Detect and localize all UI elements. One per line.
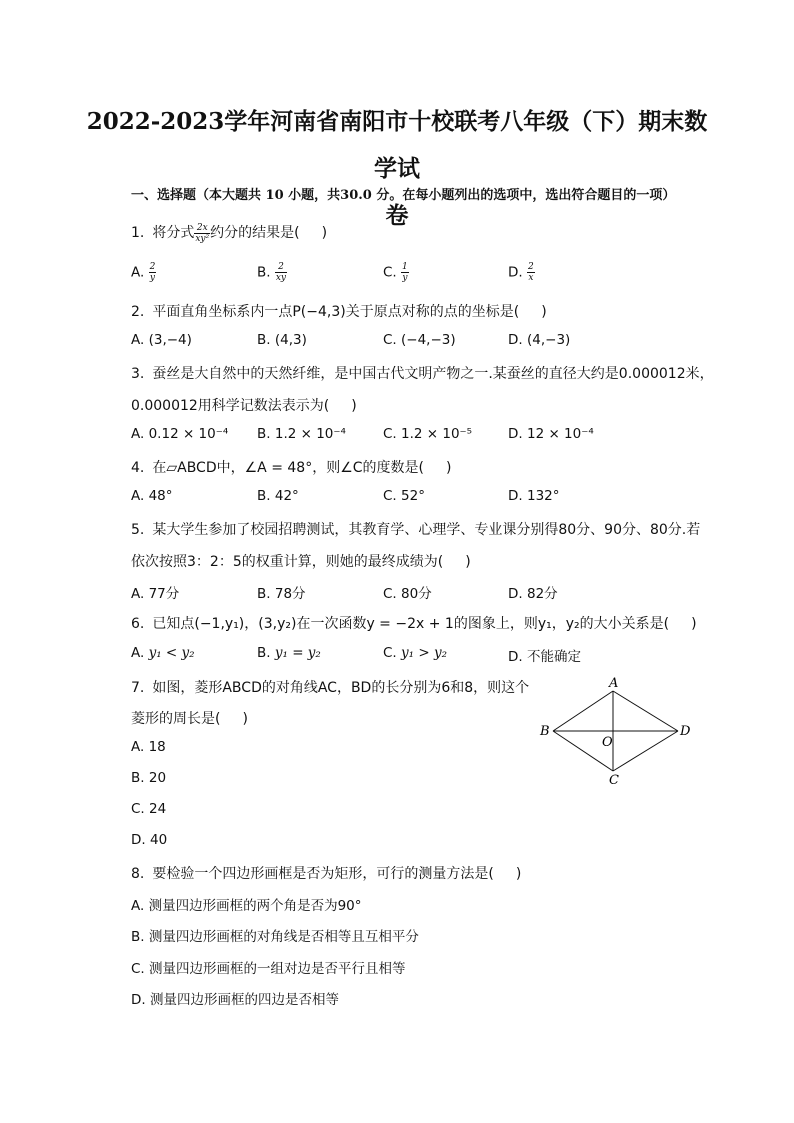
- option-3c[interactable]: C. 1.2 × 10⁻⁵: [383, 426, 473, 442]
- side-ab: [553, 691, 613, 731]
- question-8: 8. 要检验一个四边形画框是否为矩形，可行的测量方法是( ): [131, 866, 522, 882]
- question-3: 3. 蚕丝是大自然中的天然纤维，是中国古代文明产物之一.某蚕丝的直径大约是0.000012米，: [131, 366, 714, 382]
- label-a: A: [609, 676, 619, 691]
- question-7-cont: 菱形的周长是( ): [131, 711, 248, 727]
- option-8b[interactable]: B. 测量四边形画框的对角线是否相等且互相平分: [131, 929, 419, 945]
- option-8d[interactable]: D. 测量四边形画框的四边是否相等: [131, 992, 339, 1008]
- side-ad: [613, 691, 678, 731]
- label-o: O: [602, 735, 613, 750]
- question-5-cont: 依次按照3：2：5的权重计算，则她的最终成绩为( ): [131, 554, 471, 570]
- label-d: D: [680, 724, 691, 739]
- question-1: 1. 将分式 $\frac{2x}{\text{xy²}}$ 约分的结果是( ): [131, 222, 328, 244]
- option-6c[interactable]: C. y₁ > y₂: [383, 645, 447, 661]
- question-5: 5. 某大学生参加了校园招聘测试，其教育学、心理学、专业课分别得80分、90分、80分.若: [131, 522, 701, 538]
- option-1d[interactable]: D. $\frac{2}{x}$: [508, 262, 534, 283]
- option-1b[interactable]: B. $\frac{2}{xy}$: [257, 262, 287, 283]
- option-4c[interactable]: C. 52°: [383, 488, 425, 504]
- option-7b[interactable]: B. 20: [131, 770, 167, 786]
- option-4a[interactable]: A. 48°: [131, 488, 173, 504]
- question-7: 7. 如图，菱形ABCD的对角线AC，BD的长分别为6和8，则这个: [131, 680, 530, 696]
- question-3-cont: 0.000012用科学记数法表示为( ): [131, 398, 357, 414]
- side-cd: [613, 731, 678, 771]
- option-3b[interactable]: B. 1.2 × 10⁻⁴: [257, 426, 346, 442]
- option-1a[interactable]: A. $\frac{2}{y}$: [131, 262, 156, 283]
- question-6: 6. 已知点(−1,y₁)，(3,y₂)在一次函数y = −2x + 1的图象上，则y₁，y₂的大小关系是( ): [131, 616, 697, 632]
- question-text-end: 约分的结果是(: [210, 225, 300, 241]
- option-2c[interactable]: C. (−4,−3): [383, 332, 456, 348]
- option-3d[interactable]: D. 12 × 10⁻⁴: [508, 426, 594, 442]
- option-2b[interactable]: B. (4,3): [257, 332, 307, 348]
- question-4: 4. 在▱ABCD中，∠A = 48°，则∠C的度数是( ): [131, 460, 452, 476]
- option-5a[interactable]: A. 77分: [131, 586, 180, 602]
- exam-title: [80, 98, 714, 239]
- option-6d[interactable]: D. 不能确定: [508, 649, 581, 665]
- option-7d[interactable]: D. 40: [131, 832, 168, 848]
- option-8c[interactable]: C. 测量四边形画框的一组对边是否平行且相等: [131, 961, 406, 977]
- title-line-1: 2022-2023学年河南省南阳市十校联考八年级（下）期末数学试: [86, 108, 708, 182]
- option-1c[interactable]: C. $\frac{1}{y}$: [383, 262, 408, 283]
- option-8a[interactable]: A. 测量四边形画框的两个角是否为90°: [131, 898, 362, 914]
- option-7c[interactable]: C. 24: [131, 801, 167, 817]
- section-heading: 一、选择题（本大题共 10 小题，共30.0 分。在每小题列出的选项中，选出符合题目的一项）: [131, 188, 676, 203]
- option-4d[interactable]: D. 132°: [508, 488, 560, 504]
- option-7a[interactable]: A. 18: [131, 739, 166, 755]
- option-5b[interactable]: B. 78分: [257, 586, 306, 602]
- question-text: 将分式: [152, 225, 195, 241]
- rhombus-figure: [535, 676, 695, 788]
- option-3a[interactable]: A. 0.12 × 10⁻⁴: [131, 426, 229, 442]
- option-6a[interactable]: A. y₁ < y₂: [131, 645, 195, 661]
- question-2: 2. 平面直角坐标系内一点P(−4,3)关于原点对称的点的坐标是( ): [131, 304, 547, 320]
- option-5d[interactable]: D. 82分: [508, 586, 558, 602]
- option-5c[interactable]: C. 80分: [383, 586, 432, 602]
- option-4b[interactable]: B. 42°: [257, 488, 299, 504]
- option-6b[interactable]: B. y₁ = y₂: [257, 645, 321, 661]
- label-c: C: [609, 773, 619, 788]
- option-2d[interactable]: D. (4,−3): [508, 332, 571, 348]
- label-b: B: [540, 724, 550, 739]
- question-number: 1.: [131, 225, 145, 241]
- option-2a[interactable]: A. (3,−4): [131, 332, 192, 348]
- title-line-2: 卷: [385, 202, 409, 229]
- fraction: $\frac{2x}{\text{xy²}}$: [195, 222, 210, 244]
